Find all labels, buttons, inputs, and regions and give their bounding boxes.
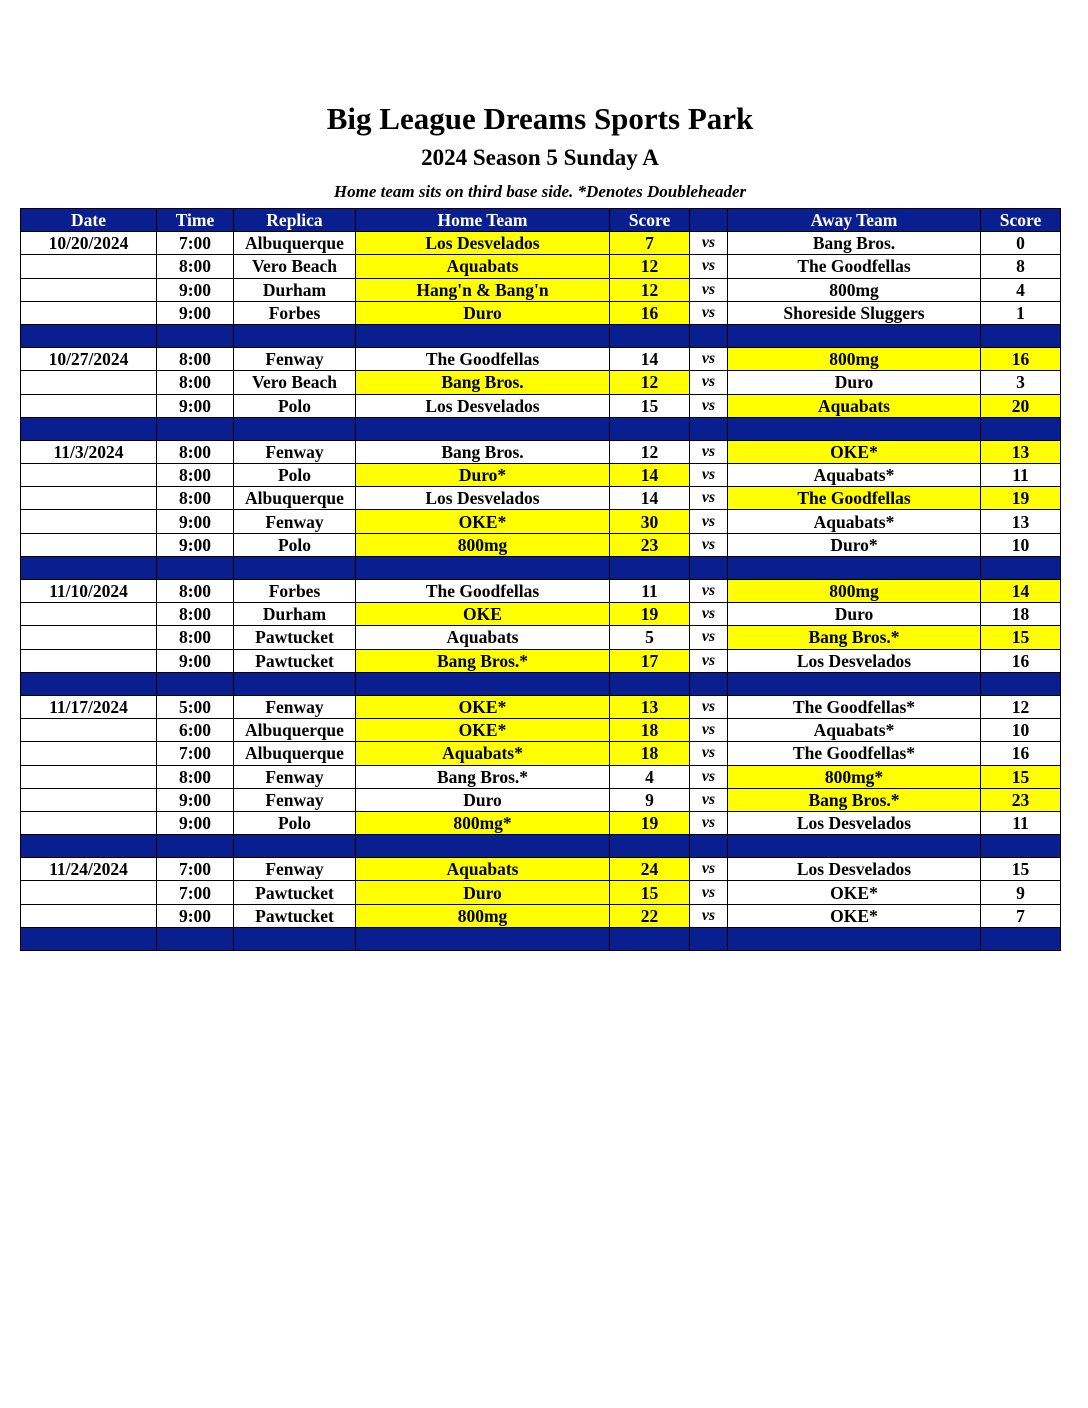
home-team: The Goodfellas (356, 348, 610, 371)
vs-label: vs (690, 811, 728, 834)
home-team: OKE* (356, 719, 610, 742)
home-team: The Goodfellas (356, 580, 610, 603)
week-separator-row (21, 324, 1061, 347)
separator-cell (21, 324, 157, 347)
separator-cell (21, 417, 157, 440)
game-replica: Vero Beach (234, 255, 356, 278)
home-score: 7 (610, 232, 690, 255)
table-row (21, 719, 1061, 742)
separator-cell (356, 927, 610, 950)
table-row (21, 464, 1061, 487)
schedule-body (21, 232, 1061, 951)
vs-label: vs (690, 394, 728, 417)
separator-cell (157, 927, 234, 950)
away-score: 16 (981, 649, 1061, 672)
home-team: Aquabats (356, 255, 610, 278)
header-vs (690, 209, 728, 232)
vs-label: vs (690, 510, 728, 533)
away-score: 4 (981, 278, 1061, 301)
separator-cell (234, 556, 356, 579)
home-team: OKE (356, 603, 610, 626)
away-score: 13 (981, 440, 1061, 463)
game-time: 6:00 (157, 719, 234, 742)
vs-label: vs (690, 626, 728, 649)
vs-label: vs (690, 301, 728, 324)
home-team: Bang Bros. (356, 371, 610, 394)
game-date (21, 811, 157, 834)
game-time: 8:00 (157, 255, 234, 278)
away-team: The Goodfellas* (728, 695, 981, 718)
home-score: 19 (610, 811, 690, 834)
separator-cell (981, 835, 1061, 858)
game-replica: Pawtucket (234, 881, 356, 904)
home-score: 22 (610, 904, 690, 927)
game-date: 11/10/2024 (21, 580, 157, 603)
game-date (21, 510, 157, 533)
game-time: 8:00 (157, 487, 234, 510)
home-score: 16 (610, 301, 690, 324)
table-row (21, 533, 1061, 556)
game-date: 10/20/2024 (21, 232, 157, 255)
game-replica: Fenway (234, 440, 356, 463)
separator-cell (21, 556, 157, 579)
header-home-team: Home Team (356, 209, 610, 232)
home-team: Aquabats (356, 858, 610, 881)
game-time: 8:00 (157, 440, 234, 463)
separator-cell (690, 324, 728, 347)
away-team: Aquabats* (728, 510, 981, 533)
game-time: 9:00 (157, 510, 234, 533)
game-time: 9:00 (157, 811, 234, 834)
away-team: 800mg* (728, 765, 981, 788)
game-time: 8:00 (157, 371, 234, 394)
away-score: 7 (981, 904, 1061, 927)
vs-label: vs (690, 742, 728, 765)
separator-cell (728, 417, 981, 440)
game-date (21, 487, 157, 510)
separator-cell (157, 556, 234, 579)
separator-cell (21, 672, 157, 695)
game-time: 7:00 (157, 858, 234, 881)
away-score: 1 (981, 301, 1061, 324)
away-score: 11 (981, 811, 1061, 834)
away-team: The Goodfellas (728, 487, 981, 510)
home-team: Aquabats (356, 626, 610, 649)
away-score: 15 (981, 858, 1061, 881)
game-replica: Forbes (234, 301, 356, 324)
game-time: 8:00 (157, 580, 234, 603)
game-time: 7:00 (157, 232, 234, 255)
home-team: 800mg (356, 904, 610, 927)
away-score: 11 (981, 464, 1061, 487)
game-replica: Vero Beach (234, 371, 356, 394)
away-team: Los Desvelados (728, 649, 981, 672)
separator-cell (728, 927, 981, 950)
home-team: 800mg* (356, 811, 610, 834)
separator-cell (728, 324, 981, 347)
separator-cell (21, 835, 157, 858)
home-score: 13 (610, 695, 690, 718)
game-time: 8:00 (157, 626, 234, 649)
away-team: Duro* (728, 533, 981, 556)
page-title: Big League Dreams Sports Park (326, 101, 754, 136)
game-time: 7:00 (157, 742, 234, 765)
table-row (21, 510, 1061, 533)
separator-cell (356, 417, 610, 440)
table-row (21, 394, 1061, 417)
separator-cell (981, 556, 1061, 579)
game-time: 9:00 (157, 649, 234, 672)
table-row (21, 811, 1061, 834)
vs-label: vs (690, 858, 728, 881)
home-team: Bang Bros.* (356, 649, 610, 672)
home-score: 12 (610, 255, 690, 278)
separator-cell (157, 672, 234, 695)
separator-cell (728, 556, 981, 579)
away-score: 15 (981, 765, 1061, 788)
game-time: 9:00 (157, 904, 234, 927)
away-score: 0 (981, 232, 1061, 255)
week-separator-row (21, 927, 1061, 950)
game-replica: Fenway (234, 858, 356, 881)
home-score: 30 (610, 510, 690, 533)
away-team: 800mg (728, 348, 981, 371)
game-time: 8:00 (157, 348, 234, 371)
game-date: 11/24/2024 (21, 858, 157, 881)
away-score: 16 (981, 348, 1061, 371)
away-team: Bang Bros.* (728, 626, 981, 649)
game-replica: Fenway (234, 695, 356, 718)
table-row (21, 371, 1061, 394)
separator-cell (728, 835, 981, 858)
separator-cell (610, 556, 690, 579)
game-date (21, 765, 157, 788)
home-score: 12 (610, 440, 690, 463)
separator-cell (234, 324, 356, 347)
game-replica: Polo (234, 464, 356, 487)
separator-cell (234, 672, 356, 695)
schedule-note: Home team sits on third base side. *Denotes Doubleheader (333, 182, 747, 201)
game-replica: Albuquerque (234, 719, 356, 742)
table-row (21, 626, 1061, 649)
game-replica: Fenway (234, 788, 356, 811)
home-team: OKE* (356, 510, 610, 533)
away-team: OKE* (728, 881, 981, 904)
separator-cell (157, 417, 234, 440)
table-row (21, 348, 1061, 371)
away-score: 19 (981, 487, 1061, 510)
game-date (21, 881, 157, 904)
separator-cell (610, 417, 690, 440)
game-time: 9:00 (157, 394, 234, 417)
separator-cell (981, 324, 1061, 347)
game-date: 10/27/2024 (21, 348, 157, 371)
table-row (21, 881, 1061, 904)
game-replica: Forbes (234, 580, 356, 603)
away-team: Duro (728, 371, 981, 394)
away-team: OKE* (728, 904, 981, 927)
home-score: 14 (610, 464, 690, 487)
game-time: 9:00 (157, 533, 234, 556)
away-team: 800mg (728, 278, 981, 301)
vs-label: vs (690, 719, 728, 742)
table-row (21, 603, 1061, 626)
table-row (21, 255, 1061, 278)
game-replica: Albuquerque (234, 742, 356, 765)
game-date: 11/17/2024 (21, 695, 157, 718)
vs-label: vs (690, 695, 728, 718)
away-team: Los Desvelados (728, 811, 981, 834)
separator-cell (981, 417, 1061, 440)
game-replica: Albuquerque (234, 487, 356, 510)
table-row (21, 649, 1061, 672)
game-replica: Fenway (234, 510, 356, 533)
home-score: 4 (610, 765, 690, 788)
away-score: 23 (981, 788, 1061, 811)
away-team: Los Desvelados (728, 858, 981, 881)
week-separator-row (21, 672, 1061, 695)
separator-cell (21, 927, 157, 950)
home-team: Los Desvelados (356, 394, 610, 417)
separator-cell (690, 927, 728, 950)
separator-cell (610, 835, 690, 858)
game-replica: Polo (234, 811, 356, 834)
vs-label: vs (690, 580, 728, 603)
home-team: Los Desvelados (356, 487, 610, 510)
header-away-score: Score (981, 209, 1061, 232)
home-team: Duro (356, 301, 610, 324)
game-time: 8:00 (157, 765, 234, 788)
home-team: Aquabats* (356, 742, 610, 765)
game-time: 9:00 (157, 788, 234, 811)
home-team: Bang Bros.* (356, 765, 610, 788)
away-score: 20 (981, 394, 1061, 417)
table-row (21, 858, 1061, 881)
vs-label: vs (690, 765, 728, 788)
away-team: The Goodfellas* (728, 742, 981, 765)
table-row (21, 278, 1061, 301)
week-separator-row (21, 835, 1061, 858)
schedule-table (20, 208, 1061, 951)
home-team: Hang'n & Bang'n (356, 278, 610, 301)
separator-cell (690, 672, 728, 695)
game-date (21, 626, 157, 649)
away-score: 10 (981, 719, 1061, 742)
game-date (21, 904, 157, 927)
separator-cell (157, 324, 234, 347)
vs-label: vs (690, 464, 728, 487)
game-date: 11/3/2024 (21, 440, 157, 463)
separator-cell (356, 556, 610, 579)
home-team: Duro (356, 788, 610, 811)
table-row (21, 695, 1061, 718)
game-replica: Polo (234, 394, 356, 417)
home-score: 17 (610, 649, 690, 672)
separator-cell (690, 417, 728, 440)
home-score: 12 (610, 371, 690, 394)
away-team: 800mg (728, 580, 981, 603)
vs-label: vs (690, 348, 728, 371)
vs-label: vs (690, 533, 728, 556)
vs-label: vs (690, 788, 728, 811)
vs-label: vs (690, 278, 728, 301)
game-date (21, 533, 157, 556)
home-score: 15 (610, 394, 690, 417)
week-separator-row (21, 417, 1061, 440)
away-score: 3 (981, 371, 1061, 394)
separator-cell (356, 835, 610, 858)
game-replica: Pawtucket (234, 626, 356, 649)
game-date (21, 394, 157, 417)
game-date (21, 788, 157, 811)
vs-label: vs (690, 649, 728, 672)
away-score: 18 (981, 603, 1061, 626)
home-score: 15 (610, 881, 690, 904)
game-time: 9:00 (157, 301, 234, 324)
header-replica: Replica (234, 209, 356, 232)
vs-label: vs (690, 881, 728, 904)
header-row (21, 209, 1061, 232)
header-home-score: Score (610, 209, 690, 232)
home-score: 23 (610, 533, 690, 556)
away-score: 9 (981, 881, 1061, 904)
table-row (21, 742, 1061, 765)
home-score: 18 (610, 719, 690, 742)
table-row (21, 788, 1061, 811)
table-row (21, 487, 1061, 510)
away-score: 13 (981, 510, 1061, 533)
away-score: 16 (981, 742, 1061, 765)
home-team: Los Desvelados (356, 232, 610, 255)
separator-cell (690, 556, 728, 579)
home-score: 9 (610, 788, 690, 811)
home-score: 18 (610, 742, 690, 765)
vs-label: vs (690, 255, 728, 278)
week-separator-row (21, 556, 1061, 579)
table-row (21, 440, 1061, 463)
game-time: 9:00 (157, 278, 234, 301)
game-replica: Durham (234, 603, 356, 626)
home-team: Duro* (356, 464, 610, 487)
game-replica: Polo (234, 533, 356, 556)
game-replica: Albuquerque (234, 232, 356, 255)
table-row (21, 301, 1061, 324)
separator-cell (728, 672, 981, 695)
separator-cell (610, 324, 690, 347)
header-time: Time (157, 209, 234, 232)
game-date (21, 464, 157, 487)
game-date (21, 301, 157, 324)
game-date (21, 603, 157, 626)
home-team: Bang Bros. (356, 440, 610, 463)
game-date (21, 278, 157, 301)
game-time: 8:00 (157, 603, 234, 626)
home-score: 19 (610, 603, 690, 626)
game-replica: Pawtucket (234, 649, 356, 672)
away-team: Aquabats* (728, 719, 981, 742)
away-team: Bang Bros.* (728, 788, 981, 811)
header-date: Date (21, 209, 157, 232)
away-score: 14 (981, 580, 1061, 603)
game-time: 7:00 (157, 881, 234, 904)
away-team: Aquabats (728, 394, 981, 417)
home-team: OKE* (356, 695, 610, 718)
vs-label: vs (690, 440, 728, 463)
separator-cell (610, 927, 690, 950)
vs-label: vs (690, 603, 728, 626)
vs-label: vs (690, 487, 728, 510)
vs-label: vs (690, 371, 728, 394)
separator-cell (356, 672, 610, 695)
page-subtitle: 2024 Season 5 Sunday A (421, 145, 659, 170)
game-date (21, 371, 157, 394)
home-score: 24 (610, 858, 690, 881)
away-team: OKE* (728, 440, 981, 463)
separator-cell (234, 835, 356, 858)
home-team: 800mg (356, 533, 610, 556)
away-team: Bang Bros. (728, 232, 981, 255)
game-replica: Fenway (234, 765, 356, 788)
home-score: 5 (610, 626, 690, 649)
game-date (21, 719, 157, 742)
away-team: Duro (728, 603, 981, 626)
vs-label: vs (690, 904, 728, 927)
away-score: 8 (981, 255, 1061, 278)
away-score: 10 (981, 533, 1061, 556)
game-date (21, 742, 157, 765)
away-team: The Goodfellas (728, 255, 981, 278)
separator-cell (234, 927, 356, 950)
separator-cell (981, 672, 1061, 695)
separator-cell (690, 835, 728, 858)
away-score: 15 (981, 626, 1061, 649)
home-score: 11 (610, 580, 690, 603)
game-time: 5:00 (157, 695, 234, 718)
table-row (21, 580, 1061, 603)
game-replica: Pawtucket (234, 904, 356, 927)
home-score: 14 (610, 348, 690, 371)
table-row (21, 904, 1061, 927)
separator-cell (981, 927, 1061, 950)
game-replica: Durham (234, 278, 356, 301)
separator-cell (157, 835, 234, 858)
vs-label: vs (690, 232, 728, 255)
home-team: Duro (356, 881, 610, 904)
away-team: Aquabats* (728, 464, 981, 487)
away-score: 12 (981, 695, 1061, 718)
table-row (21, 765, 1061, 788)
separator-cell (356, 324, 610, 347)
game-replica: Fenway (234, 348, 356, 371)
header-away-team: Away Team (728, 209, 981, 232)
separator-cell (234, 417, 356, 440)
game-date (21, 649, 157, 672)
game-date (21, 255, 157, 278)
away-team: Shoreside Sluggers (728, 301, 981, 324)
table-row (21, 232, 1061, 255)
home-score: 12 (610, 278, 690, 301)
separator-cell (610, 672, 690, 695)
home-score: 14 (610, 487, 690, 510)
game-time: 8:00 (157, 464, 234, 487)
